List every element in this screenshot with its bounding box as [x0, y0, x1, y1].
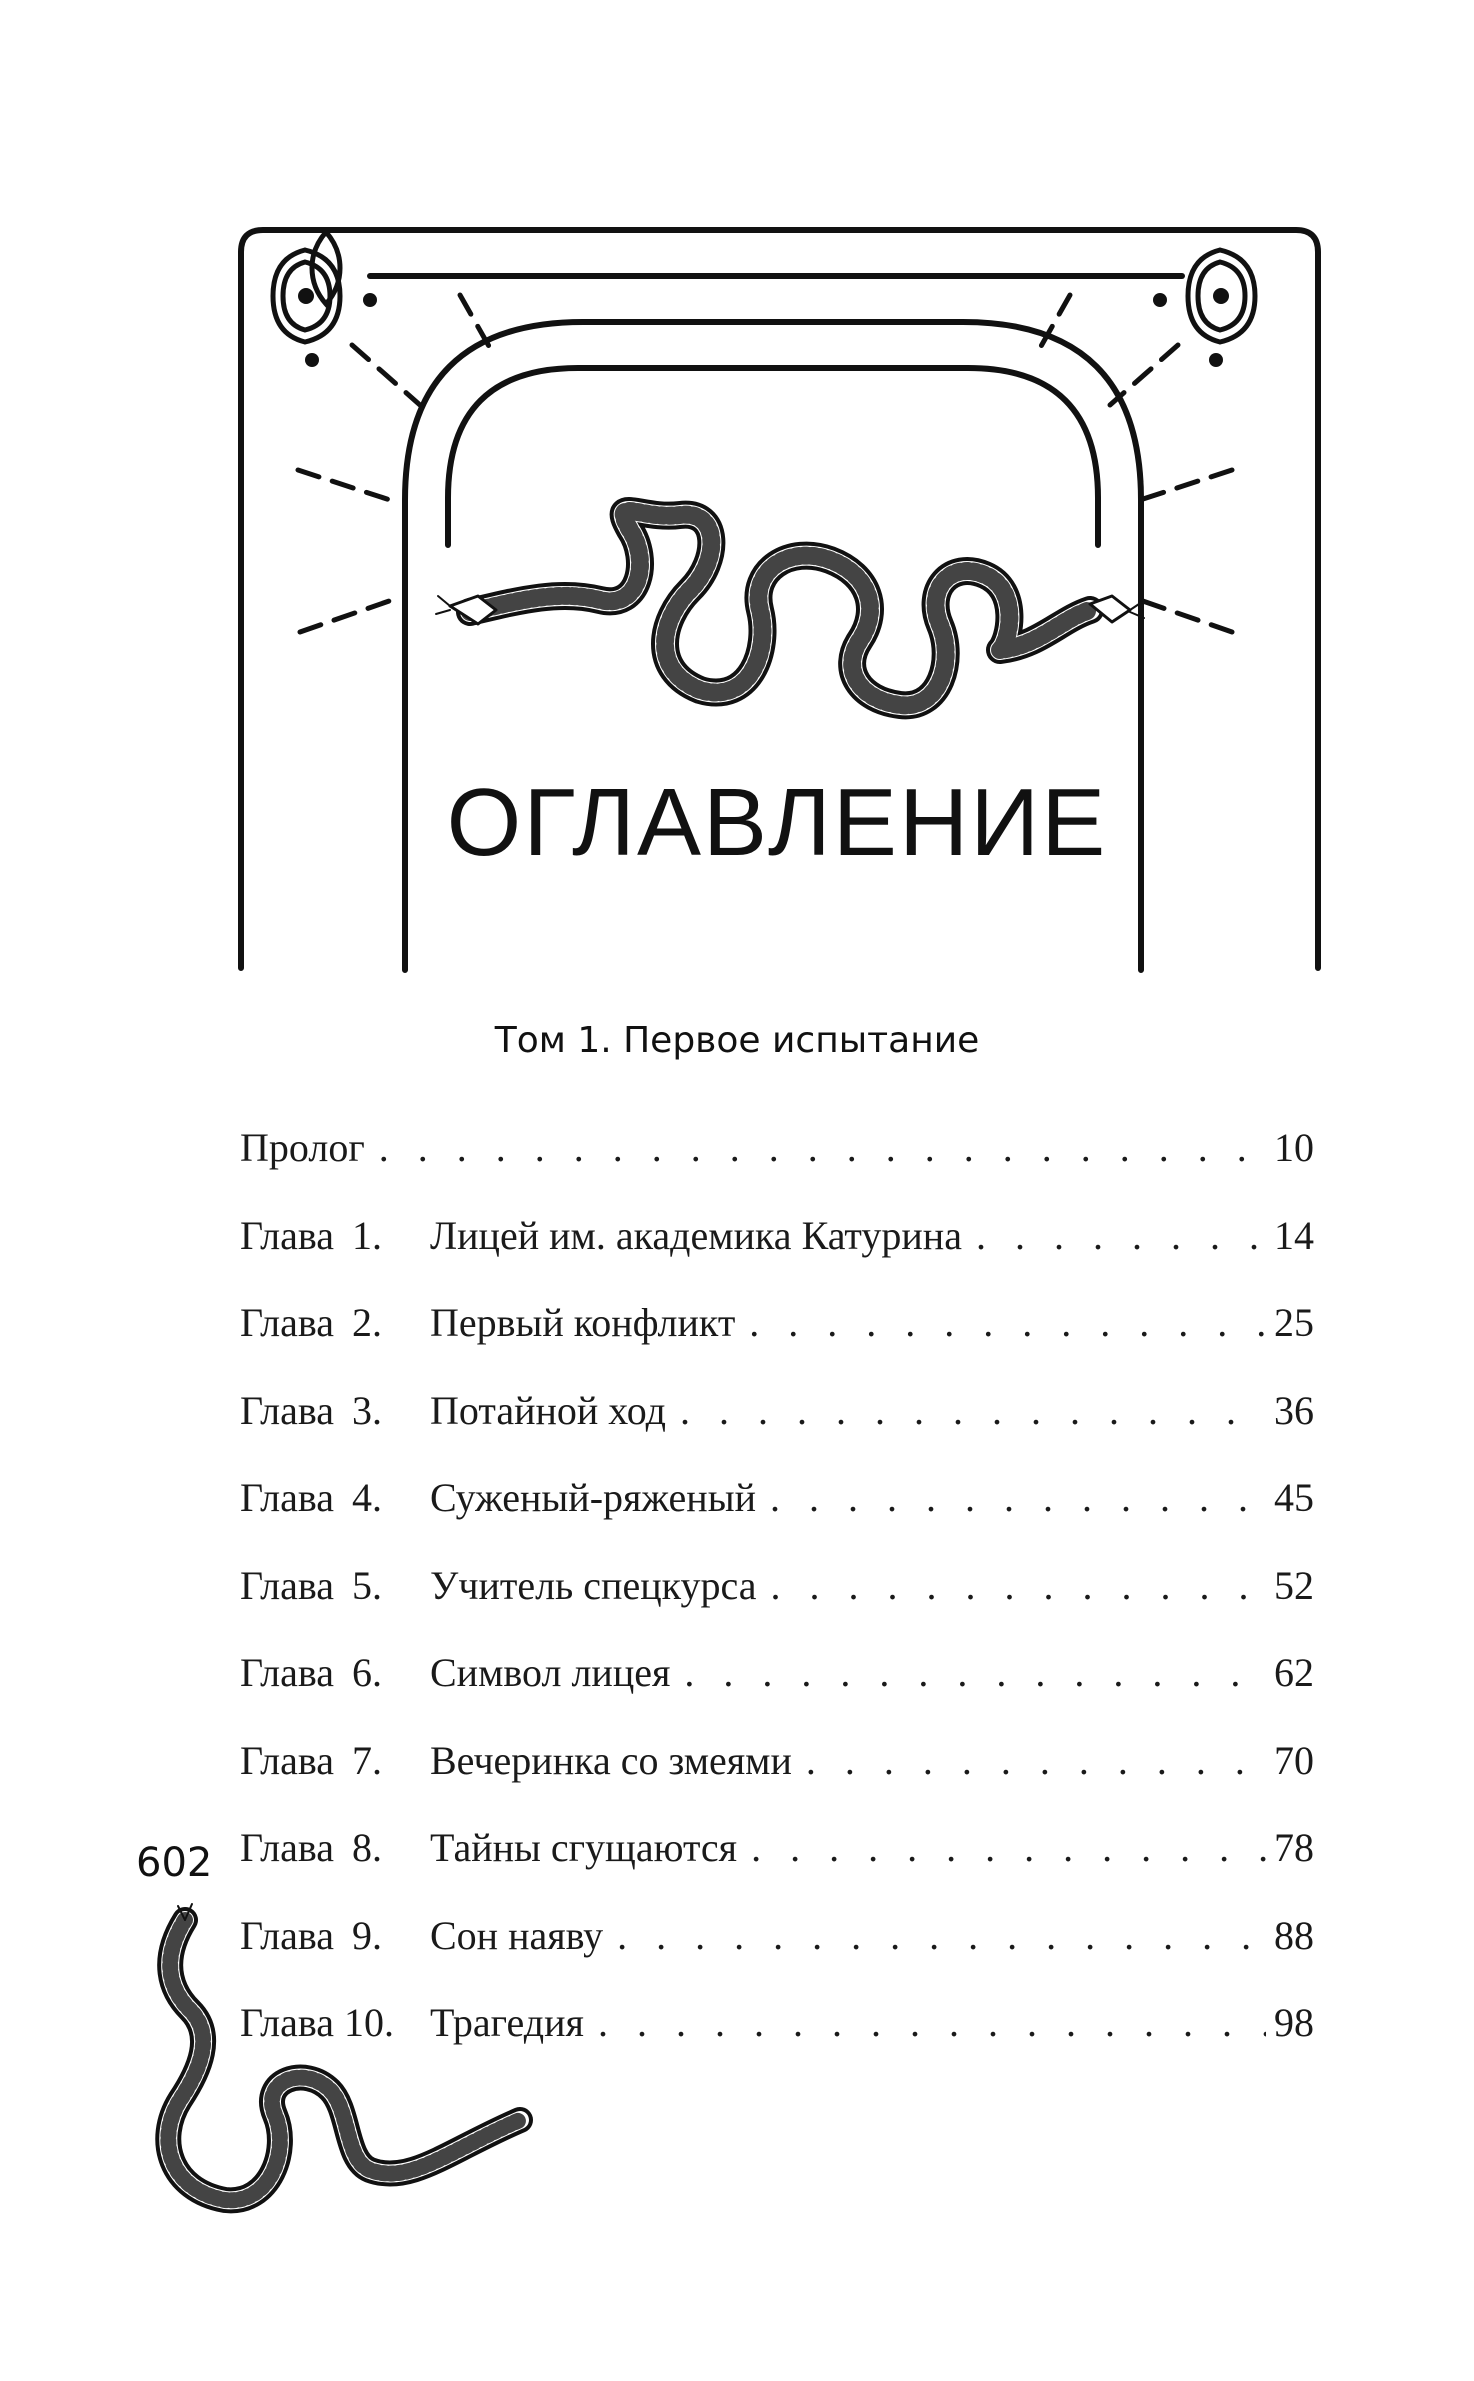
- toc-entry[interactable]: [240, 1468, 1314, 1556]
- toc-chapter-label: Глава 8.: [240, 1825, 382, 1870]
- toc-chapter-title: Учитель спецкурса: [430, 1562, 757, 1608]
- toc-chapter-label: Глава 6.: [240, 1650, 382, 1695]
- toc-chapter-title: Символ лицея: [430, 1650, 671, 1695]
- toc-leader-dots: [737, 1818, 1266, 1878]
- toc-entry[interactable]: [240, 1556, 1314, 1644]
- snake-illustration: [436, 511, 1144, 705]
- toc-leader-dots: [670, 1643, 1266, 1703]
- toc-chapter-label: Глава 4.: [240, 1475, 382, 1520]
- toc-chapter-title: Первый конфликт: [430, 1300, 736, 1345]
- toc-page-number: 98: [1274, 2000, 1314, 2045]
- toc-chapter-label: Глава 5.: [240, 1562, 382, 1608]
- toc-leader-dots: [756, 1468, 1266, 1528]
- toc-entry[interactable]: [240, 1731, 1314, 1819]
- snake-illustration: [130, 1900, 550, 2230]
- toc-leader-dots: [666, 1381, 1266, 1441]
- toc-chapter-title: Вечеринка со змеями: [430, 1737, 792, 1783]
- toc-leader-dots: [735, 1293, 1266, 1353]
- toc-entry[interactable]: [240, 1118, 1314, 1206]
- toc-leader-dots: [756, 1556, 1266, 1616]
- toc-page-number: 25: [1274, 1300, 1314, 1345]
- toc-chapter-title: Потайной ход: [430, 1387, 666, 1433]
- toc-page-number: 36: [1274, 1387, 1314, 1433]
- toc-page-number: 78: [1274, 1825, 1314, 1870]
- toc-chapter-label: Глава 1.: [240, 1212, 382, 1258]
- volume-title: Том 1. Первое испытание: [494, 1020, 980, 1061]
- toc-chapter-label: Глава 2.: [240, 1300, 382, 1345]
- toc-chapter-title: Тайны сгущаются: [430, 1825, 738, 1870]
- toc-leader-dots: [584, 1993, 1266, 2053]
- eye-icon: [1188, 250, 1255, 342]
- toc-page-number: 10: [1274, 1125, 1314, 1170]
- toc-page-number: 52: [1274, 1562, 1314, 1608]
- toc-entry[interactable]: [240, 1818, 1314, 1906]
- toc-entry[interactable]: [240, 1381, 1314, 1469]
- toc-page-number: 45: [1274, 1475, 1314, 1520]
- toc-entry[interactable]: [240, 1206, 1314, 1294]
- toc-page-number: 14: [1274, 1212, 1314, 1258]
- toc-chapter-label: Глава 9.: [240, 1912, 382, 1958]
- page-title: ОГЛАВЛЕНИЕ: [446, 769, 1108, 876]
- page-number: 602: [136, 1840, 213, 1886]
- toc-chapter-title: Трагедия: [430, 2000, 584, 2045]
- toc-chapter-label: Глава 3.: [240, 1387, 382, 1433]
- toc-page-number: 70: [1274, 1737, 1314, 1783]
- toc-chapter-title: Суженый-ряженый: [430, 1475, 756, 1520]
- toc-leader-dots: [962, 1206, 1266, 1266]
- toc-chapter-title: Лицей им. академика Катурина: [430, 1212, 962, 1258]
- toc-page-number: 88: [1274, 1912, 1314, 1958]
- toc-entry-label: Пролог: [240, 1125, 365, 1170]
- toc-chapter-label: Глава 7.: [240, 1737, 382, 1783]
- toc-leader-dots: [365, 1118, 1266, 1178]
- inner-arch: [448, 368, 1098, 545]
- toc-leader-dots: [792, 1731, 1266, 1791]
- toc-leader-dots: [603, 1906, 1266, 1966]
- eye-icon: [273, 232, 340, 342]
- toc-chapter-title: Сон наяву: [430, 1912, 604, 1958]
- toc-chapter-label: Глава 10.: [240, 2000, 394, 2045]
- toc-page-number: 62: [1274, 1650, 1314, 1695]
- toc-entry[interactable]: [240, 1643, 1314, 1731]
- toc-entry[interactable]: [240, 1293, 1314, 1381]
